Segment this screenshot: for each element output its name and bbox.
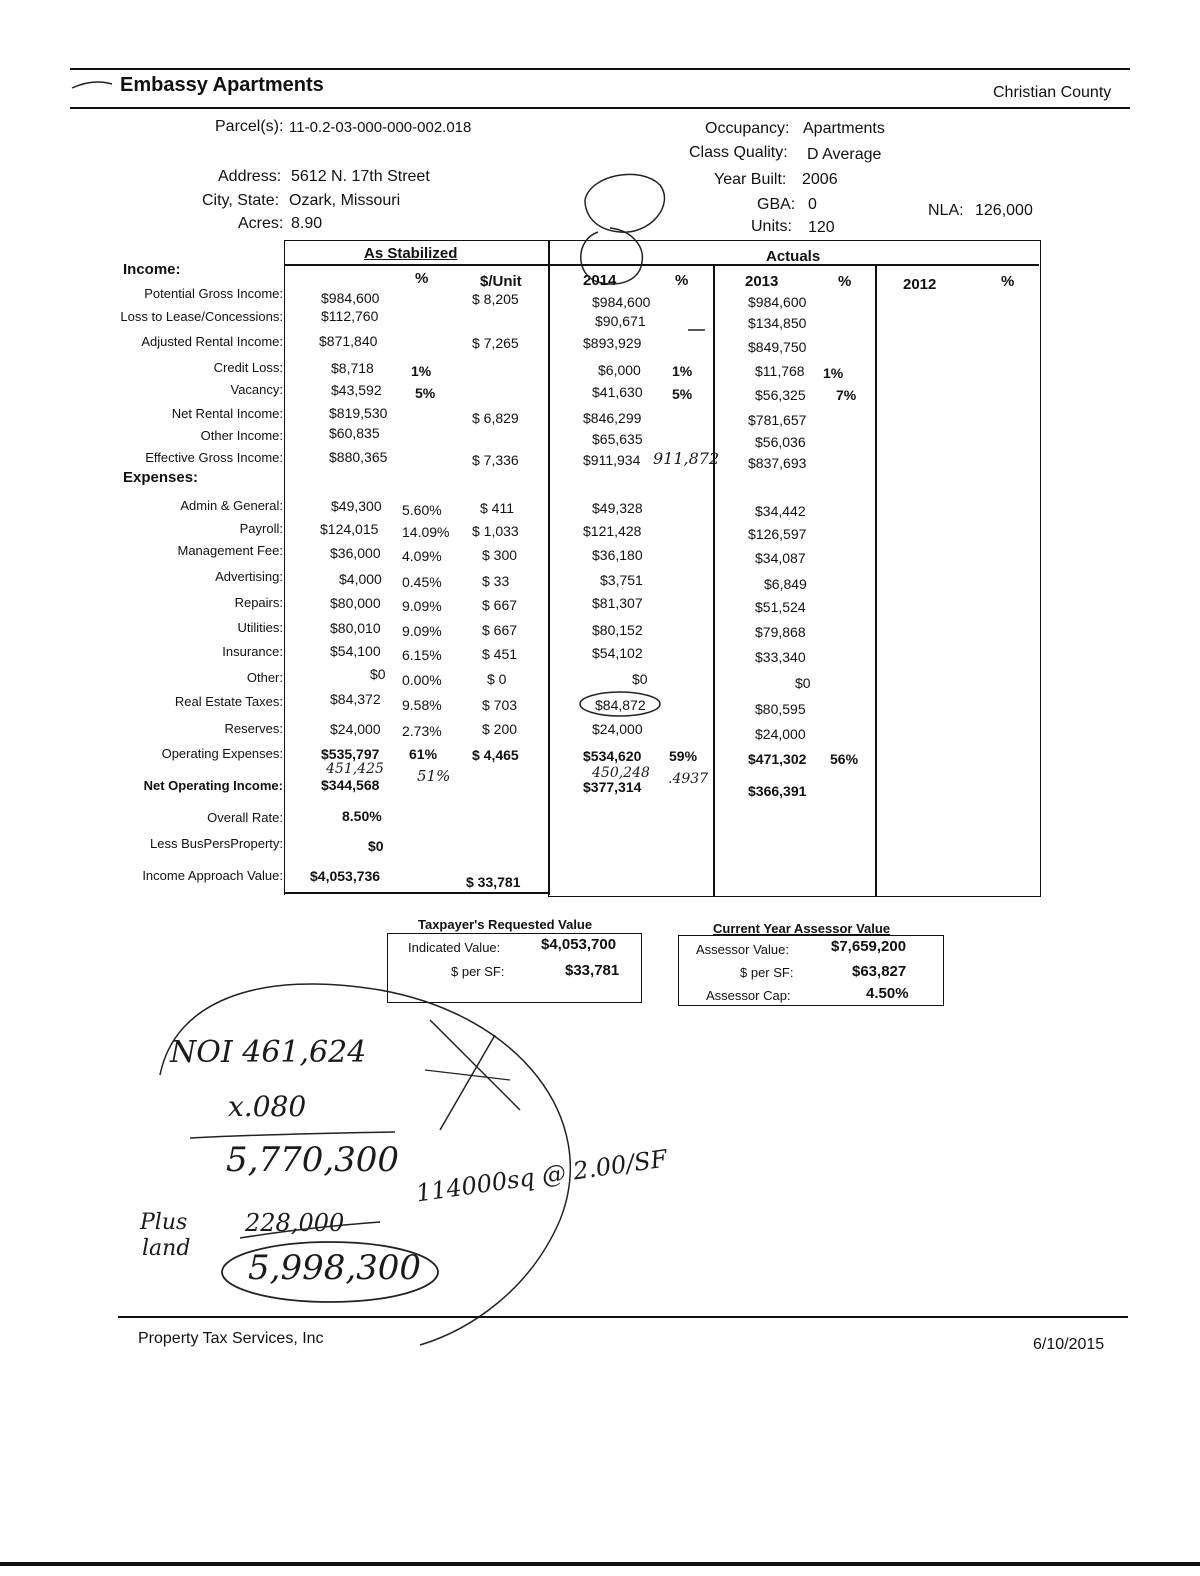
a2013-adv: $6,849 (764, 576, 807, 592)
assessor-title: Current Year Assessor Value (713, 921, 891, 936)
a2014-pgi: $984,600 (592, 294, 651, 310)
stab-pct-insurance: 6.15% (402, 647, 442, 663)
row-label-other-income: Other Income: (200, 428, 283, 443)
row-label-credit: Credit Loss: (213, 360, 283, 375)
stab-payroll: $124,015 (320, 521, 379, 537)
col-pct-stab: % (415, 270, 429, 287)
footer-company: Property Tax Services, Inc (138, 1330, 324, 1347)
stab-bpp: $0 (368, 838, 384, 854)
stab-pct-adv: 0.45% (402, 574, 442, 590)
a2013-ltl: $134,850 (748, 315, 807, 331)
p2014-vacancy: 5% (672, 386, 693, 402)
stab-opex: $535,797 (321, 746, 380, 762)
col-pct-2013: % (838, 273, 852, 290)
stab-pct-other: 0.00% (402, 672, 442, 688)
a2014-mgmt: $36,180 (592, 547, 643, 563)
a2014-other-income: $65,635 (592, 431, 643, 447)
assessor-psf-value: $63,827 (852, 963, 907, 980)
occupancy-value: Apartments (803, 120, 885, 137)
stab-pct-admin: 5.60% (402, 502, 442, 518)
unit-insurance: $ 451 (482, 646, 518, 662)
a2014-other: $0 (632, 671, 648, 687)
p2013-credit: 1% (823, 365, 844, 381)
a2014-adv: $3,751 (600, 572, 643, 588)
row-label-mgmt: Management Fee: (177, 543, 283, 558)
stab-pgi: $984,600 (321, 290, 380, 306)
gba-value: 0 (808, 196, 817, 213)
acres-value: 8.90 (291, 215, 323, 232)
year-value: 2006 (802, 171, 838, 188)
occupancy-label: Occupancy: (705, 120, 790, 137)
stab-other-income: $60,835 (329, 425, 380, 441)
stab-credit: $8,718 (331, 360, 374, 376)
a2013-ari: $849,750 (748, 339, 807, 355)
unit-utilities: $ 667 (482, 622, 518, 638)
footer-rule (118, 1316, 1128, 1318)
a2014-admin: $49,328 (592, 500, 643, 516)
unit-other: $ 0 (487, 671, 507, 687)
a2013-nri: $781,657 (748, 412, 807, 428)
a2014-credit: $6,000 (598, 362, 641, 378)
unit-repairs: $ 667 (482, 597, 518, 613)
a2014-utilities: $80,152 (592, 622, 643, 638)
row-label-bpp: Less BusPersProperty: (150, 836, 283, 851)
stab-taxes: $84,372 (330, 691, 381, 707)
requested-indicated-value: $4,053,700 (541, 936, 617, 953)
col-2013: 2013 (745, 273, 779, 290)
p2013-vacancy: 7% (836, 387, 857, 403)
parcel-value: 11-0.2-03-000-000-002.018 (289, 119, 472, 136)
scan-edge (0, 1562, 1200, 1566)
section-income: Income: (123, 261, 181, 278)
unit-mgmt: $ 300 (482, 547, 518, 563)
row-label-ari: Adjusted Rental Income: (141, 334, 283, 349)
stab-pct-utilities: 9.09% (402, 623, 442, 639)
class-value: D Average (807, 146, 882, 163)
a2013-repairs: $51,524 (755, 599, 806, 615)
stab-ltl: $112,760 (321, 308, 379, 324)
row-label-utilities: Utilities: (237, 620, 283, 635)
hand-land-value: 228,000 (245, 1209, 345, 1237)
row-label-egi: Effective Gross Income: (145, 450, 283, 465)
hand-opex-stab-pct: 51% (417, 767, 451, 785)
stab-pct-opex: 61% (409, 746, 438, 762)
stab-egi: $880,365 (329, 449, 388, 465)
hand-land-note: 114000sq @ 2.00/SF (414, 1144, 669, 1208)
row-label-rate: Overall Rate: (207, 810, 283, 825)
row-label-other-exp: Other: (246, 670, 283, 685)
stab-noi: $344,568 (321, 777, 380, 793)
a2013-other-income: $56,036 (755, 434, 806, 450)
hand-result-line: 5,770,300 (226, 1140, 400, 1180)
requested-psf-value: $33,781 (565, 962, 620, 979)
stab-repairs: $80,000 (330, 595, 381, 611)
unit-nri: $ 6,829 (472, 410, 519, 426)
stab-vacancy: $43,592 (331, 382, 382, 398)
unit-adv: $ 33 (482, 573, 510, 589)
stab-value: $4,053,736 (310, 868, 381, 884)
nla-value: 126,000 (975, 202, 1033, 219)
row-label-repairs: Repairs: (234, 595, 283, 610)
city-label: City, State: (202, 192, 280, 209)
a2013-insurance: $33,340 (755, 649, 806, 665)
p2014-opex: 59% (669, 748, 698, 764)
hand-plus-label: Plus (140, 1210, 188, 1235)
a2014-reserves: $24,000 (592, 721, 643, 737)
row-label-ltl: Loss to Lease/Concessions: (120, 309, 283, 324)
units-value: 120 (808, 219, 835, 236)
a2013-pgi: $984,600 (748, 294, 807, 310)
units-label: Units: (751, 218, 792, 235)
requested-psf-label: $ per SF: (451, 964, 505, 979)
row-label-opex: Operating Expenses: (161, 746, 283, 761)
stab-adv: $4,000 (339, 571, 382, 587)
p2014-credit: 1% (672, 363, 693, 379)
row-label-noi: Net Operating Income: (143, 778, 283, 793)
row-label-advertising: Advertising: (215, 569, 283, 584)
col-pct-2014: % (675, 272, 689, 289)
a2014-nri: $846,299 (583, 410, 642, 426)
row-label-reserves: Reserves: (224, 721, 283, 736)
city-value: Ozark, Missouri (289, 192, 401, 209)
assessor-cap-label: Assessor Cap: (706, 988, 791, 1003)
a2013-admin: $34,442 (755, 503, 806, 519)
unit-admin: $ 411 (480, 500, 514, 516)
a2013-taxes: $80,595 (755, 701, 806, 717)
a2013-opex: $471,302 (748, 751, 807, 767)
stab-pct-credit: 1% (411, 363, 432, 379)
row-label-taxes: Real Estate Taxes: (174, 694, 283, 709)
address-label: Address: (218, 168, 282, 185)
col-2012: 2012 (903, 276, 937, 293)
a2013-reserves: $24,000 (755, 726, 806, 742)
a2013-mgmt: $34,087 (755, 550, 806, 566)
hand-opex-2014: 450,248 (592, 765, 650, 781)
stab-pct-vacancy: 5% (415, 385, 436, 401)
stab-pct-reserves: 2.73% (402, 723, 442, 739)
a2013-vacancy: $56,325 (755, 387, 806, 403)
unit-opex: $ 4,465 (472, 747, 519, 763)
a2014-insurance: $54,102 (592, 645, 643, 661)
stab-utilities: $80,010 (330, 620, 381, 636)
row-label-pgi: Potential Gross Income: (144, 286, 283, 301)
a2014-repairs: $81,307 (592, 595, 643, 611)
hand-opex-stab: 451,425 (326, 761, 384, 777)
stab-other-exp: $0 (370, 666, 386, 682)
unit-reserves: $ 200 (482, 721, 518, 737)
row-label-admin: Admin & General: (180, 498, 283, 513)
stab-pct-repairs: 9.09% (402, 598, 442, 614)
a2014-payroll: $121,428 (583, 523, 642, 539)
unit-payroll: $ 1,033 (472, 523, 519, 539)
stab-reserves: $24,000 (330, 721, 381, 737)
a2014-vacancy: $41,630 (592, 384, 643, 400)
a2013-utilities: $79,868 (755, 624, 806, 640)
parcel-label: Parcel(s): (215, 118, 284, 135)
row-label-payroll: Payroll: (239, 521, 283, 536)
hand-egi-2014: 911,872 (653, 449, 720, 468)
a2014-egi: $911,934 (583, 452, 641, 468)
hand-land-label: land (142, 1236, 191, 1261)
stab-insurance: $54,100 (330, 643, 381, 659)
property-title: Embassy Apartments (120, 74, 324, 96)
gba-label: GBA: (757, 196, 796, 213)
assessor-psf-label: $ per SF: (740, 965, 794, 980)
group-stabilized: As Stabilized (364, 245, 458, 262)
a2014-taxes: $84,872 (595, 697, 646, 713)
hand-rate-line: x.080 (228, 1090, 307, 1123)
stab-rate: 8.50% (342, 808, 382, 824)
row-label-value: Income Approach Value: (142, 868, 283, 883)
stab-pct-payroll: 14.09% (402, 524, 450, 540)
section-expenses: Expenses: (123, 469, 199, 486)
row-label-nri: Net Rental Income: (171, 406, 283, 421)
address-value: 5612 N. 17th Street (291, 168, 430, 185)
stab-mgmt: $36,000 (330, 545, 381, 561)
hand-noi-rate-2014: .4937 (668, 771, 709, 787)
a2013-egi: $837,693 (748, 455, 807, 471)
unit-egi: $ 7,336 (472, 452, 519, 468)
col-2014: 2014 (583, 272, 617, 289)
a2013-noi: $366,391 (748, 783, 807, 799)
assessor-value: $7,659,200 (831, 938, 907, 955)
col-pct-2012: % (1001, 273, 1015, 290)
acres-label: Acres: (238, 215, 284, 232)
a2013-credit: $11,768 (755, 363, 805, 379)
class-label: Class Quality: (689, 144, 788, 161)
requested-title: Taxpayer's Requested Value (418, 917, 593, 932)
nla-label: NLA: (928, 202, 964, 219)
stab-pct-mgmt: 4.09% (402, 548, 442, 564)
year-label: Year Built: (714, 171, 787, 188)
assessor-value-label: Assessor Value: (696, 942, 789, 957)
unit-pgi: $ 8,205 (472, 291, 519, 307)
stab-ari: $871,840 (319, 333, 378, 349)
hand-noi-line: NOI 461,624 (170, 1035, 367, 1070)
assessor-cap-value: 4.50% (866, 985, 909, 1002)
a2014-opex: $534,620 (583, 748, 642, 764)
a2014-noi: $377,314 (583, 779, 642, 795)
unit-ari: $ 7,265 (472, 335, 519, 351)
a2014-ltl: $90,671 (595, 313, 646, 329)
a2013-other: $0 (795, 675, 811, 691)
a2013-payroll: $126,597 (748, 526, 807, 542)
stab-admin: $49,300 (331, 498, 382, 514)
county-name: Christian County (993, 84, 1112, 101)
requested-indicated-label: Indicated Value: (408, 940, 501, 955)
stab-pct-taxes: 9.58% (402, 697, 442, 713)
group-actuals: Actuals (766, 248, 821, 265)
row-label-insurance: Insurance: (222, 644, 283, 659)
footer-date: 6/10/2015 (1033, 1336, 1105, 1353)
stab-nri: $819,530 (329, 405, 388, 421)
row-label-vacancy: Vacancy: (230, 382, 283, 397)
p2013-opex: 56% (830, 751, 859, 767)
hand-total-value: 5,998,300 (248, 1248, 422, 1288)
unit-value: $ 33,781 (466, 874, 521, 890)
a2014-ari: $893,929 (583, 335, 642, 351)
col-unit: $/Unit (480, 273, 522, 290)
unit-taxes: $ 703 (482, 697, 518, 713)
